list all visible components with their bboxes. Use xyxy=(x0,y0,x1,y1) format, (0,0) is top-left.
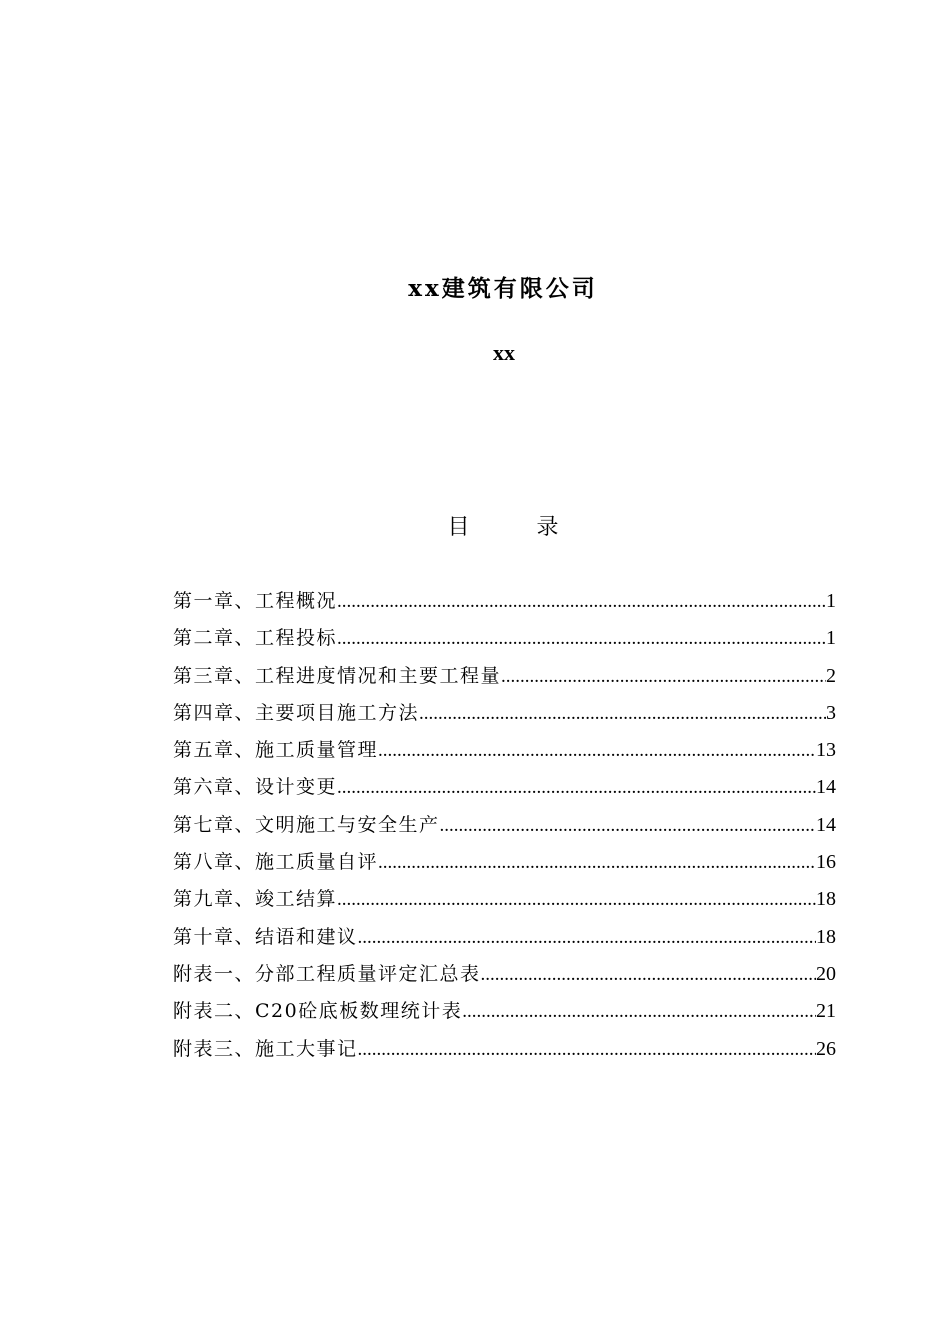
toc-entry-label: 第八章、施工质量自评 xyxy=(173,851,379,874)
toc-entry-label: 第二章、工程投标 xyxy=(173,627,338,650)
toc-entry-page: 2 xyxy=(826,664,836,687)
toc-entry-label: 第三章、工程进度情况和主要工程量 xyxy=(173,664,502,687)
toc-entry-appendix-3[interactable] xyxy=(173,1031,836,1068)
toc-entry-chapter-3[interactable] xyxy=(173,658,836,695)
toc-entry-page: 1 xyxy=(826,590,836,612)
toc-dot-leader xyxy=(378,732,816,769)
toc-dot-leader xyxy=(419,695,826,732)
toc-entry-chapter-7[interactable] xyxy=(173,807,836,844)
toc-entry-page: 18 xyxy=(816,888,836,911)
toc-entry-label: 第七章、文明施工与安全生产 xyxy=(173,813,440,836)
toc-entry-label: 第九章、竣工结算 xyxy=(173,888,338,911)
toc-entry-page: 18 xyxy=(816,925,836,948)
toc-entry-appendix-2[interactable] xyxy=(173,993,836,1030)
toc-dot-leader xyxy=(462,993,816,1030)
toc-entry-page: 16 xyxy=(816,851,836,874)
author-name: xx xyxy=(493,340,515,365)
toc-entry-label: 附表一、分部工程质量评定汇总表 xyxy=(173,962,481,985)
toc-dot-leader xyxy=(337,769,816,806)
toc-dot-leader xyxy=(337,620,826,657)
toc-entry-page: 14 xyxy=(816,813,836,836)
toc-entry-chapter-6[interactable] xyxy=(173,769,836,806)
toc-dot-leader xyxy=(337,583,826,620)
toc-entry-label: 第一章、工程概况 xyxy=(173,590,338,612)
toc-entry-label: 第四章、主要项目施工方法 xyxy=(173,701,420,724)
toc-entry-label: 第十章、结语和建议 xyxy=(173,925,358,948)
toc-entry-chapter-8[interactable] xyxy=(173,844,836,881)
toc-entry-chapter-9[interactable] xyxy=(173,881,836,918)
toc-entry-page: 1 xyxy=(826,627,836,650)
toc-dot-leader xyxy=(501,658,826,695)
toc-heading: 目 录 xyxy=(447,515,589,540)
toc-entry-chapter-4[interactable] xyxy=(173,695,836,732)
toc-entry-page: 13 xyxy=(816,739,836,762)
toc-entry-label: 附表三、施工大事记 xyxy=(173,1037,358,1060)
company-name: xx建筑有限公司 xyxy=(408,275,598,302)
toc-dot-leader xyxy=(440,807,816,844)
toc-entry-page: 26 xyxy=(816,1037,836,1060)
toc-entry-page: 3 xyxy=(826,701,836,724)
toc-entry-chapter-10[interactable] xyxy=(173,919,836,956)
toc-entry-page: 14 xyxy=(816,776,836,799)
toc-entry-chapter-5[interactable] xyxy=(173,732,836,769)
table-of-contents xyxy=(173,583,836,1068)
toc-entry-chapter-1[interactable] xyxy=(173,583,836,620)
toc-entry-chapter-2[interactable] xyxy=(173,620,836,657)
toc-dot-leader xyxy=(337,881,816,918)
toc-entry-label: 第五章、施工质量管理 xyxy=(173,739,379,762)
toc-dot-leader xyxy=(481,956,816,993)
toc-entry-page: 20 xyxy=(816,962,836,985)
toc-entry-appendix-1[interactable] xyxy=(173,956,836,993)
toc-entry-label: 附表二、C20砼底板数理统计表 xyxy=(173,1000,463,1023)
toc-entry-label: 第六章、设计变更 xyxy=(173,776,338,799)
toc-dot-leader xyxy=(358,1031,816,1068)
toc-dot-leader xyxy=(378,844,816,881)
toc-dot-leader xyxy=(358,919,816,956)
toc-entry-page: 21 xyxy=(816,1000,836,1023)
